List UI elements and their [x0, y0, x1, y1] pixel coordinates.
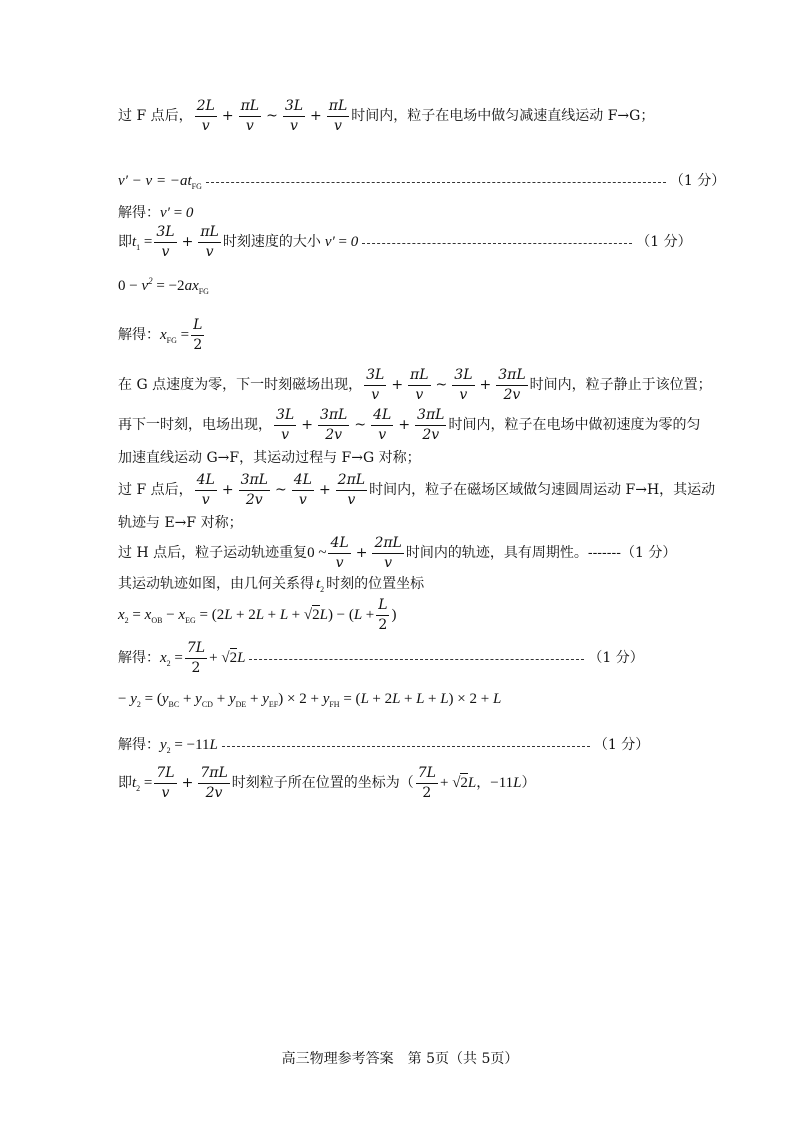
line-5 — [118, 276, 209, 297]
text: 时间内的轨迹，具有周期性。-------（1 分） — [405, 544, 677, 561]
fraction: $\frac{3L}{v}$ — [284, 98, 304, 134]
text: 时间内，粒子在电场中做匀减速直线运动 F→G； — [351, 107, 655, 124]
fraction: $\frac{3L}{v}$ — [156, 224, 175, 260]
paren: ) — [391, 607, 397, 624]
text: 即 — [118, 774, 132, 791]
fraction: $\frac{4L}{v}$ — [293, 472, 312, 508]
equation: $x_{FG}$ = — [160, 326, 190, 345]
line-18: 即 $t_2$ = $\frac{7L}{v}$ + $\frac{7\pi L}{2v}$ 时刻粒子所在位置的坐标为（ $\frac{7L}{2}$ + √2L ， −11L ） — [118, 765, 536, 801]
fraction: $\frac{\pi L}{v}$ — [410, 367, 429, 403]
fraction: $\frac{L}{2}$ — [378, 597, 388, 633]
line-2 — [118, 172, 725, 192]
fraction: $\frac{\pi L}{v}$ — [200, 224, 219, 260]
text: 过 F 点后， — [118, 481, 193, 498]
fraction: $\frac{7L}{2}$ — [417, 765, 436, 801]
line-8: 再下一时刻，电场出现， $\frac{3L}{v}$ + $\frac{3\pi L}{2v}$ ~ $\frac{4L}{v}$ + $\frac{3\pi L}{2v}$ 时间内，粒子在电场中做初速度为零的匀 — [118, 407, 701, 443]
text: 解得： — [118, 649, 160, 666]
fraction: $\frac{7L}{v}$ — [156, 765, 175, 801]
fraction: $\frac{L}{2}$ — [193, 317, 203, 353]
fraction: $\frac{4L}{v}$ — [373, 407, 392, 443]
text: 时刻粒子所在位置的坐标为（ — [231, 774, 414, 791]
equation: −11L — [490, 775, 522, 792]
text: ， — [476, 774, 491, 791]
fraction: $\frac{2\pi L}{v}$ — [337, 472, 366, 508]
fraction: $\frac{4L}{v}$ — [330, 535, 349, 571]
line-1: 过 F 点后， $\frac{2L}{v}$ + $\frac{\pi L}{v}$ ~ $\frac{3L}{v}$ + $\frac{\pi L}{v}$ 时间内，粒子在电场中做匀减速直线运动 F→G； — [118, 98, 655, 134]
score: （1 分） — [636, 233, 692, 250]
line-11 — [118, 515, 243, 532]
line-3 — [118, 204, 193, 222]
text: 过 F 点后， — [118, 107, 193, 124]
line-16 — [118, 690, 501, 710]
dash-leader — [206, 182, 666, 183]
fraction: $\frac{\pi L}{v}$ — [328, 98, 348, 134]
dash-leader — [222, 746, 590, 747]
equation: − $y_2 = (y_{BC} + y_{CD} + y_{DE} + y_{EF}) \times 2 + y_{FH} = (L + 2L + L + L) \times 2 + L$ — [118, 691, 502, 709]
equation: $0 - v^2 = -2ax_{FG}$ — [118, 276, 209, 296]
fraction: $\frac{7\pi L}{2v}$ — [200, 765, 228, 801]
fraction: $\frac{3\pi L}{2v}$ — [319, 407, 348, 443]
fraction: $\frac{3L}{v}$ — [366, 367, 385, 403]
text: 再下一时刻，电场出现， — [118, 416, 272, 433]
fraction: $\frac{3\pi L}{2v}$ — [498, 367, 526, 403]
equation: $x_2 = x_{OB} - x_{EG} = (2L + 2L + L + √2L) - (L$ + — [118, 606, 375, 625]
page-footer: 高三物理参考答案 第 5页（共 5页） — [281, 1051, 519, 1067]
line-17 — [118, 736, 649, 756]
fraction: $\frac{7L}{2}$ — [186, 640, 206, 676]
score: （1 分） — [593, 737, 650, 754]
text: 解得： — [118, 204, 160, 221]
equation: $t_1$ = — [132, 233, 153, 252]
equation: v′ = 0 — [324, 234, 359, 251]
fraction: $\frac{2\pi L}{v}$ — [374, 535, 402, 571]
equation: $y_2 = -11L$ — [160, 737, 218, 755]
text: 解得： — [118, 737, 160, 754]
text: 过 H 点后，粒子运动轨迹重复 — [118, 544, 308, 561]
text: 即 — [118, 233, 132, 250]
equation: $t_2$ = — [132, 774, 153, 793]
text: 时间内，粒子静止于该位置； — [529, 376, 712, 393]
equation: 0 ~ — [307, 545, 327, 562]
equation: v′ = 0 — [160, 205, 194, 221]
text: 时刻的位置坐标 — [326, 576, 425, 593]
text: 解得： — [118, 326, 160, 343]
line-6 — [118, 317, 206, 354]
equation: $x_2$ = — [160, 649, 183, 668]
line-9 — [118, 450, 421, 467]
score: （1 分） — [588, 649, 644, 666]
score: （1 分） — [669, 173, 726, 190]
text: 在 G 点速度为零，下一时刻磁场出现， — [118, 376, 363, 393]
line-7: 在 G 点速度为零，下一时刻磁场出现， $\frac{3L}{v}$ + $\frac{\pi L}{v}$ ~ $\frac{3L}{v}$ + $\frac{3\pi L}{2v}$ 时间内，粒子静止于该位置； — [118, 367, 712, 403]
line-14 — [118, 597, 396, 634]
equation: $v' - v = -at_{FG}$ — [118, 173, 202, 191]
fraction: $\frac{4L}{v}$ — [196, 472, 215, 508]
equation: + √2L — [439, 775, 477, 792]
fraction: $\frac{3L}{v}$ — [276, 407, 295, 443]
text: 时间内，粒子在磁场区域做匀速圆周运动 F→H，其运动 — [369, 481, 716, 498]
equation: + √2L — [209, 650, 246, 667]
dash-leader — [249, 659, 584, 660]
fraction: $\frac{3L}{v}$ — [454, 367, 473, 403]
text: ） — [521, 774, 536, 791]
text: 轨迹与 E→F 对称； — [118, 515, 243, 531]
line-13 — [118, 575, 424, 595]
text: 时间内，粒子在电场中做初速度为零的匀 — [448, 416, 701, 433]
fraction: $\frac{3\pi L}{2v}$ — [417, 407, 445, 443]
line-10: 过 F 点后， $\frac{4L}{v}$ + $\frac{3\pi L}{2v}$ ~ $\frac{4L}{v}$ + $\frac{2\pi L}{v}$ 时间内，粒子在磁场区域做匀速圆周运动 F→H，其运动 — [118, 472, 716, 508]
line-4: 即 $t_1$ = $\frac{3L}{v}$ + $\frac{\pi L}{v}$ 时刻速度的大小 v′ = 0 （1 分） — [118, 224, 692, 260]
line-15 — [118, 640, 644, 677]
fraction: $\frac{\pi L}{v}$ — [240, 98, 260, 134]
equation: $t_2$ — [316, 576, 325, 594]
text: 其运动轨迹如图，由几何关系得 — [118, 576, 314, 593]
dash-leader — [362, 243, 632, 244]
fraction: $\frac{2L}{v}$ — [196, 98, 215, 134]
fraction: $\frac{3\pi L}{2v}$ — [240, 472, 268, 508]
text: 加速直线运动 G→F，其运动过程与 F→G 对称； — [118, 450, 421, 466]
text: 时刻速度的大小 — [222, 233, 321, 250]
line-12: 过 H 点后，粒子运动轨迹重复 0 ~ $\frac{4L}{v}$ + $\frac{2\pi L}{v}$ 时间内的轨迹，具有周期性。-------（1 分） — [118, 535, 677, 571]
